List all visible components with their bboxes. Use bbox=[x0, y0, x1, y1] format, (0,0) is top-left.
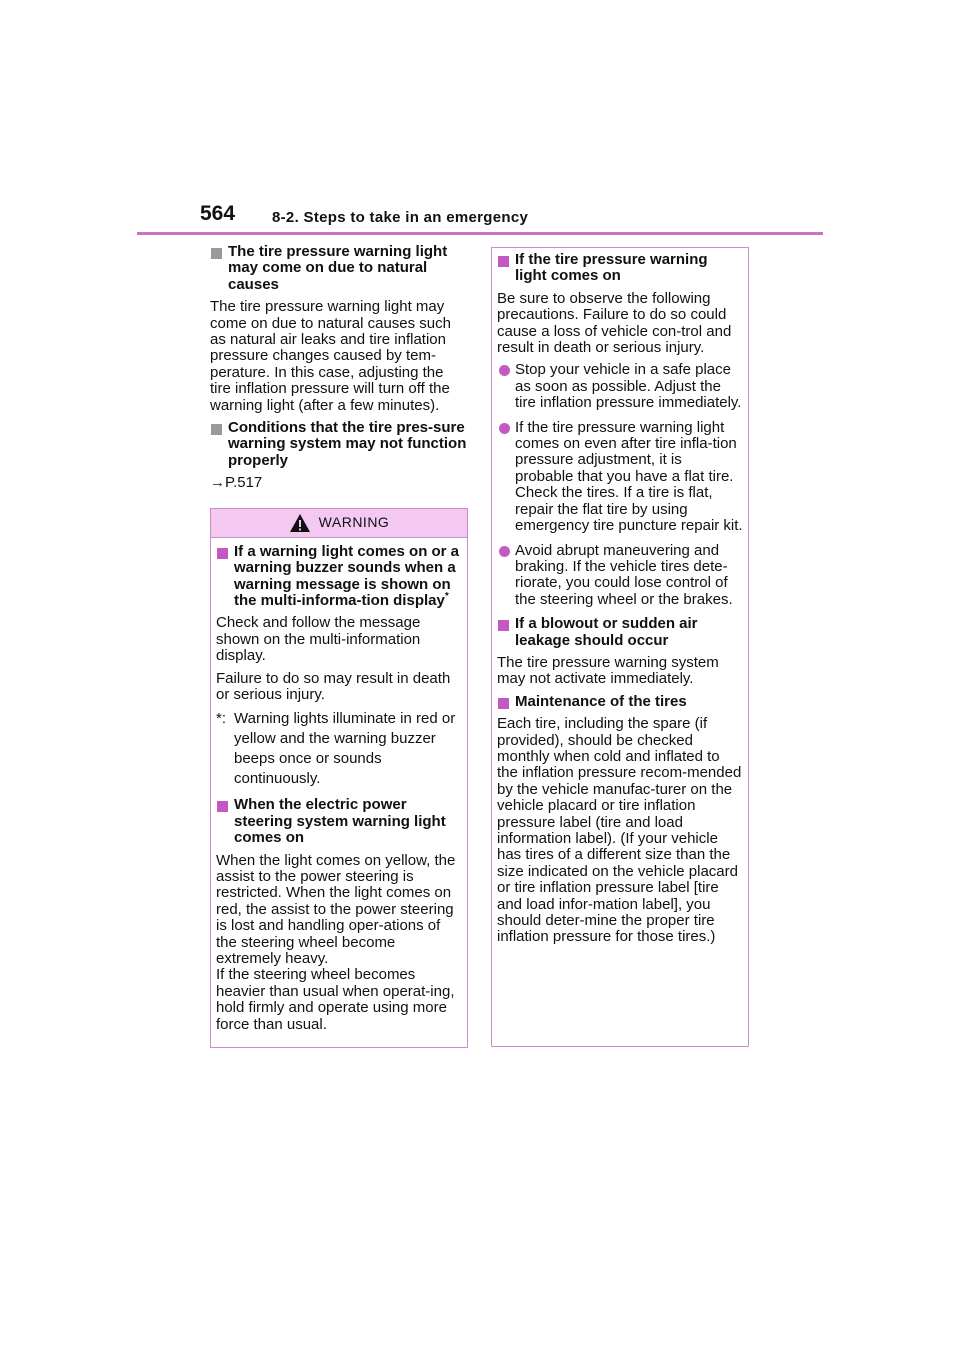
square-icon bbox=[211, 248, 222, 259]
circle-icon bbox=[499, 546, 510, 557]
heading-blowout bbox=[497, 616, 743, 649]
square-icon bbox=[498, 256, 509, 267]
maintenance-text: Each tire, including the spare (if provided), should be checked monthly when cold and inflated to the inflation pressure recom-mended by the vehicle manufac-turer on the vehicle placard or tire inflation pressure label (tire and load information label). (If your vehicle has tires of a different size than the size indicated on the vehicle placard or tire inflation pressure label [tire and load infor-mation label], you should deter-mine the proper tire inflation pressure for those tires.) bbox=[497, 715, 742, 946]
heading-text: Maintenance of the tires bbox=[515, 692, 687, 710]
warning-text-1: Check and follow the message shown on the multi-information display. bbox=[216, 614, 421, 665]
heading-maintenance bbox=[497, 694, 743, 710]
warning-text-4: If the steering wheel becomes heavier than usual when operat-ing, hold firmly and operate using more force than usual. bbox=[216, 966, 455, 1033]
heading-tpws-light bbox=[497, 252, 743, 285]
heading-text: If the tire pressure warning light comes on bbox=[515, 251, 708, 285]
list-item-text: Avoid abrupt maneuvering and braking. If the vehicle tires dete-riorate, you could lose control of the steering wheel or the brakes. bbox=[515, 541, 733, 608]
heading-conditions bbox=[210, 420, 468, 469]
warning-text-3: When the light comes on yellow, the assist to the power steering is restricted. When the light comes on red, the assist to the power steering is lost and handling oper-ations of the steering wheel become extremely heavy. bbox=[216, 851, 456, 967]
heading-warning-light bbox=[216, 544, 463, 610]
warning-title: WARNING bbox=[318, 514, 390, 531]
footnote-marker: * bbox=[444, 590, 449, 602]
heading-text: Conditions that the tire pres-sure warning system may not function properly bbox=[228, 419, 467, 469]
list-item-text: Stop your vehicle in a safe place as soon as possible. Adjust the tire inflation pressure immediately. bbox=[515, 361, 742, 412]
square-icon bbox=[211, 424, 222, 435]
natural-causes-text: The tire pressure warning light may come on due to natural causes such as natural air leaks and tire inflation pressure changes caused by tem-perature. In this case, adjusting the tire inflation pressure will turn off the warning light (after a few minutes). bbox=[210, 298, 451, 414]
footnote-label: *: bbox=[216, 710, 227, 728]
list-item bbox=[497, 362, 743, 411]
warning-header bbox=[211, 509, 467, 538]
circle-icon bbox=[499, 423, 510, 434]
heading-natural-causes bbox=[210, 244, 468, 293]
heading-eps-warning bbox=[216, 797, 463, 846]
list-item-text: If the tire pressure warning light comes on even after tire infla-tion pressure adjustment, it is probable that you have a flat tire. Check the tires. If a tire is flat, repair the flat tire by using emergency tire puncture repair kit. bbox=[515, 418, 743, 535]
right-column-box bbox=[491, 247, 749, 1047]
warning-triangle-icon bbox=[289, 513, 311, 533]
square-icon bbox=[217, 801, 228, 812]
list-item bbox=[497, 420, 743, 535]
heading-text: If a blowout or sudden air leakage should occur bbox=[515, 615, 698, 649]
square-icon bbox=[217, 548, 228, 559]
page-number: 564 bbox=[200, 202, 236, 225]
warning-text-2: Failure to do so may result in death or serious injury. bbox=[216, 669, 451, 703]
heading-text: If a warning light comes on or a warning buzzer sounds when a warning message is shown on the multi-informa-tion display bbox=[234, 542, 460, 609]
section-title: 8-2. Steps to take in an emergency bbox=[272, 209, 529, 226]
square-icon bbox=[498, 620, 509, 631]
footnote-text: Warning lights illuminate in red or yellow and the warning buzzer beeps once or sounds continuously. bbox=[234, 710, 456, 788]
circle-icon bbox=[499, 365, 510, 376]
header-rule bbox=[137, 232, 823, 235]
footnote bbox=[216, 709, 463, 789]
tpws-text: Be sure to observe the following precautions. Failure to do so could cause a loss of vehicle con-trol and result in death or serious injury. bbox=[497, 289, 732, 357]
page-reference-link[interactable]: →P.517 bbox=[210, 474, 263, 492]
list-item bbox=[497, 543, 743, 609]
heading-text: When the electric power steering system warning light comes on bbox=[234, 796, 446, 847]
warning-body bbox=[211, 538, 467, 1047]
square-icon bbox=[498, 698, 509, 709]
warning-box bbox=[210, 508, 468, 1048]
blowout-text: The tire pressure warning system may not activate immediately. bbox=[497, 653, 719, 688]
heading-text: The tire pressure warning light may come on due to natural causes bbox=[228, 243, 448, 293]
left-column bbox=[210, 244, 468, 1048]
